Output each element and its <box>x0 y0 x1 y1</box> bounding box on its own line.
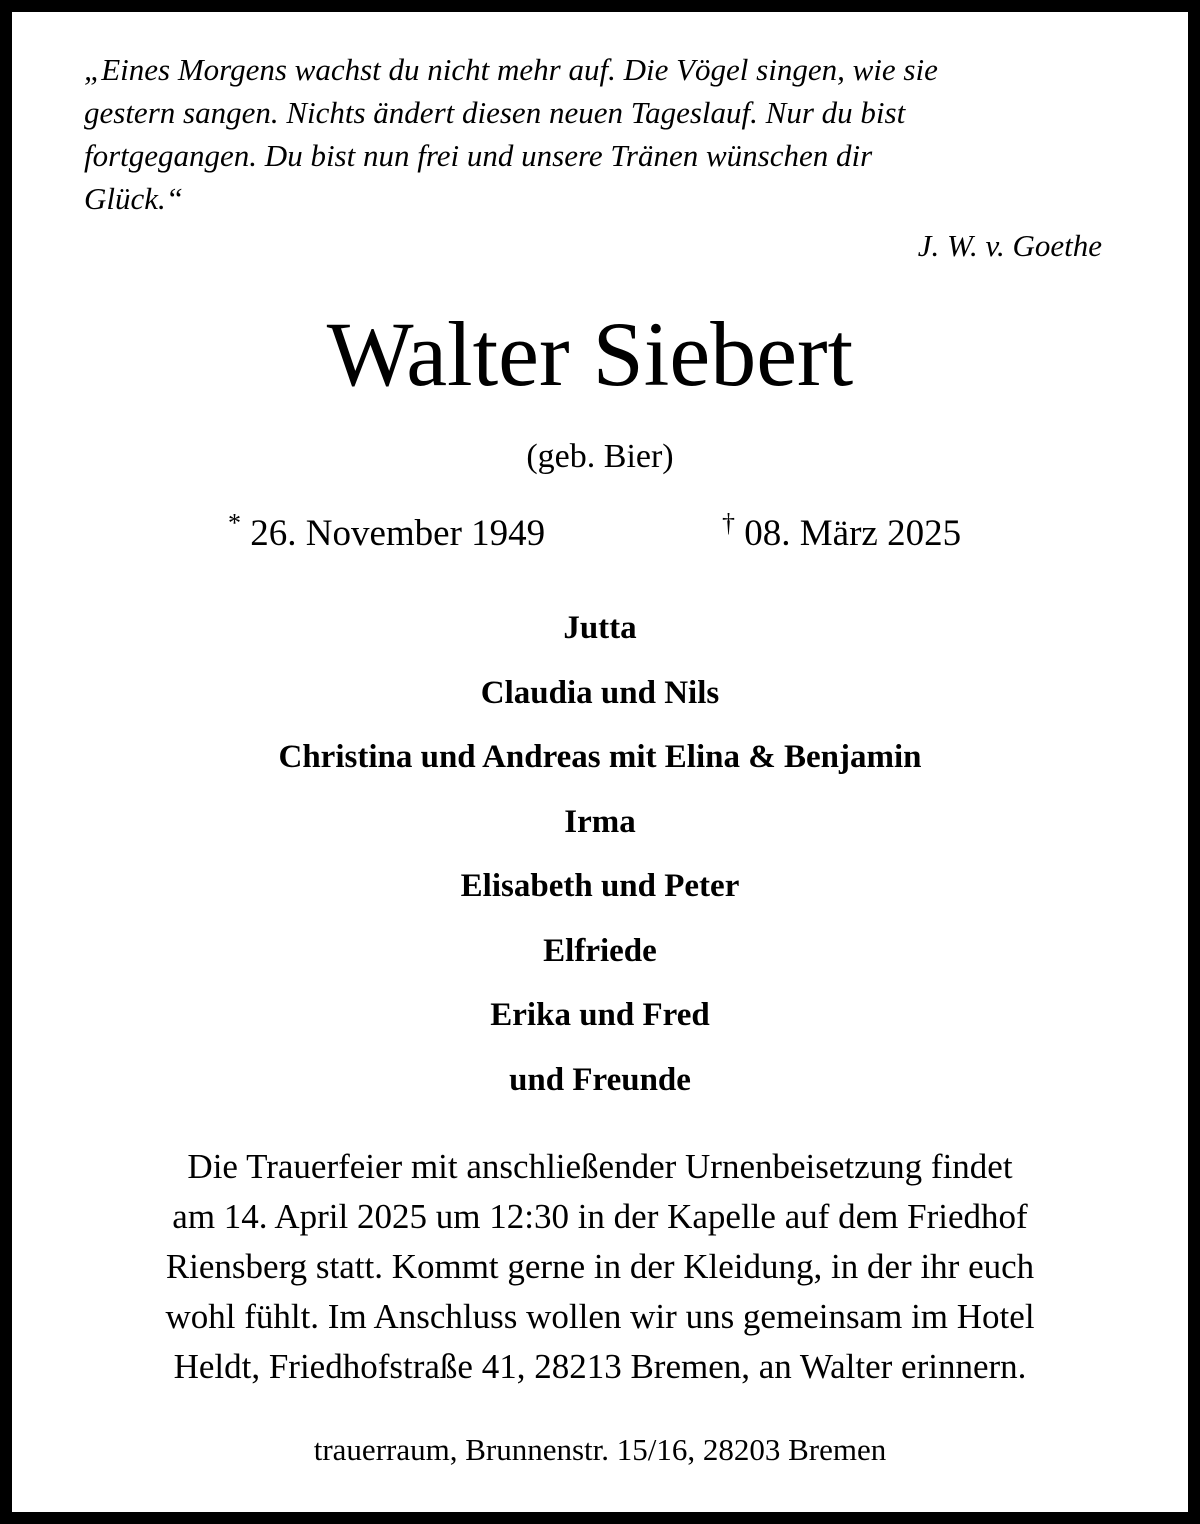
mourner-line: Elisabeth und Peter <box>460 868 740 904</box>
quote-line: fortgegangen. Du bist nun frei und unsere Tränen wünschen dir <box>84 138 873 173</box>
birth-star-symbol: * <box>228 508 241 538</box>
ceremony-info <box>80 1142 1120 1392</box>
death-date: 08. März 2025 <box>744 513 962 554</box>
death-cross-symbol: † <box>722 508 735 538</box>
quote-line: Glück.“ <box>84 181 184 216</box>
mourner-line: Christina und Andreas mit Elina & Benjamin <box>278 739 922 775</box>
mourner-line: und Freunde <box>509 1061 691 1098</box>
quote-line: gestern sangen. Nichts ändert diesen neuen Tageslauf. Nur du bist <box>84 95 906 130</box>
ceremony-line: Riensberg statt. Kommt gerne in der Kleidung, in der ihr euch <box>165 1247 1035 1286</box>
mourner-line: Elfriede <box>543 932 657 969</box>
mourner-line: Claudia und Nils <box>480 674 720 711</box>
quote-author: J. W. v. Goethe <box>917 228 1102 263</box>
death-date-group <box>722 508 962 555</box>
mourner-line: Erika und Fred <box>490 997 710 1033</box>
quote-line: „Eines Morgens wachst du nicht mehr auf. Die Vögel singen, wie sie <box>84 52 938 87</box>
ceremony-line: am 14. April 2025 um 12:30 in der Kapelle auf dem Friedhof <box>172 1197 1028 1236</box>
life-dates <box>0 508 1200 558</box>
ceremony-line: Die Trauerfeier mit anschließender Urnenbeisetzung findet <box>187 1147 1013 1186</box>
birth-name: (geb. Bier) <box>526 438 674 475</box>
ceremony-line: wohl fühlt. Im Anschluss wollen wir uns gemeinsam im Hotel <box>165 1297 1035 1336</box>
ceremony-line: Heldt, Friedhofstraße 41, 28213 Bremen, an Walter erinnern. <box>173 1347 1027 1386</box>
poem-quote <box>84 48 1114 220</box>
birth-date-group <box>228 508 546 555</box>
deceased-name: Walter Siebert <box>326 303 854 405</box>
mourner-line: Jutta <box>563 610 637 646</box>
mourners-list <box>0 602 1200 1118</box>
birth-date: 26. November 1949 <box>250 513 546 554</box>
mourner-line: Irma <box>564 803 636 840</box>
funeral-home-address: trauerraum, Brunnenstr. 15/16, 28203 Bremen <box>313 1432 887 1467</box>
